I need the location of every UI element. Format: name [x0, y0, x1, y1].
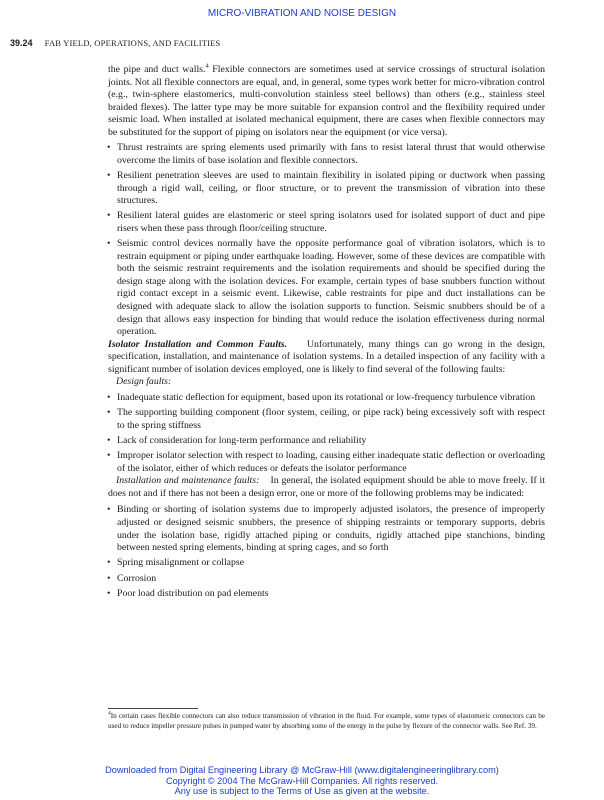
running-head	[10, 38, 220, 48]
footnote-reference: 4	[205, 62, 209, 70]
chapter-banner: MICRO-VIBRATION AND NOISE DESIGN	[207, 8, 397, 19]
footer-copyright: Copyright © 2004 The McGraw-Hill Companies. All rights reserved.	[165, 775, 439, 786]
list-item: • Resilient penetration sleeves are used to maintain flexibility in isolated piping or ductwork when passing through a rigid wall, ceiling, or floor structure, or to prevent the transmission of vibration into these structures.	[108, 170, 545, 208]
section-heading: Isolator Installation and Common Faults.	[108, 338, 288, 350]
page-number: 39.24	[10, 38, 33, 48]
footer-terms: Any use is subject to the Terms of Use as given at the website.	[174, 786, 430, 796]
intro-paragraph	[108, 64, 545, 139]
intro-rest: Flexible connectors are sometimes used at service crossings of structural isolation joints. Not all flexible connectors are equal, and, in general, some types work better for micro-vibration control (e.g., twin-sphere elastomerics, multi-convolution stainless steel bellows) than others (e.g., stainless steel braided flexes). The latter type may be more suitable for expansion control and the flexibility required under seismic load. When installed at isolated mechanical equipment, there are cases when flexible connectors may be substituted for the support of piping on isolators near the equipment (or vice versa).	[108, 64, 545, 138]
design-faults-list	[108, 392, 545, 476]
list-item: • Poor load distribution on pad elements	[108, 588, 545, 601]
list-item: • Improper isolator selection with respect to loading, causing either inadequate static deflection or overloading of the isolator, either of which reduces or defeats the isolator performance	[108, 450, 545, 475]
footnote	[108, 712, 545, 731]
faults-text: Unfortunately, many things can go wrong in the design, specification, installation, and maintenance of isolation systems. In a detailed inspection of any facility with a significant number of isolation devices employed, one is likely to find several of the following faults:	[108, 338, 546, 375]
list-item: • Spring misalignment or collapse	[108, 557, 545, 570]
list-item: • Seismic control devices normally have the opposite performance goal of vibration isolators, which is to restrain equipment or piping under earthquake loading. However, some of these devices are compatible with both the seismic restraint requirements and the isolation requirements and should be specified during the design stage along with the isolation devices. For example, certain types of base snubbers function without rigid contact except in a seismic event. Likewise, cable restraints for pipe and duct installations can be designed with adequate slack to allow the isolation supports to function. Seismic snubbers should be of a design that allows easy inspection for binding that would reduce the isolation effectiveness during normal operation.	[108, 238, 545, 338]
footer-download-link[interactable]: Downloaded from Digital Engineering Library @ McGraw-Hill (www.digitalengineeringlibrary.com)	[105, 765, 499, 775]
list-item: • Inadequate static deflection for equipment, based upon its rotational or low-frequency turbulence vibration	[108, 392, 545, 405]
footnote-divider	[108, 708, 198, 709]
faults-paragraph	[108, 339, 545, 377]
list-item: • Binding or shorting of isolation systems due to improperly adjusted isolators, the presence of improperly adjusted or designed seismic snubbers, the presence of shipping restraints or temporary supports, debris under the isolation base, rigidly attached piping or conduits, rigidly attached pipe stanchions, binding between nested spring elements, binding at spring cages, and so forth	[108, 504, 545, 554]
intro-lead: the pipe and duct walls.	[108, 64, 206, 75]
installation-paragraph	[108, 475, 545, 500]
footnote-marker: 4	[108, 710, 111, 717]
design-faults-heading: Design faults:	[116, 376, 172, 388]
running-head-title: FAB YIELD, OPERATIONS, AND FACILITIES	[44, 38, 221, 48]
device-list	[108, 142, 545, 339]
installation-faults-list	[108, 504, 545, 600]
list-item: • Resilient lateral guides are elastomeric or steel spring isolators used for isolated support of duct and pipe risers when these pass through floor/ceiling structure.	[108, 210, 545, 235]
list-item: • Thrust restraints are spring elements used primarily with fans to resist lateral thrust that would otherwise overcome the limits of base isolation and flexible connectors.	[108, 142, 545, 167]
footnote-text: In certain cases flexible connectors can also reduce transmission of vibration in the fluid. For example, some types of elastomeric connectors can be used to reduce impeller pressure pulses in pumped water by absorbing some of the energy in the pulse by flexure of the connector walls. See Ref. 39.	[108, 712, 545, 730]
installation-heading: Installation and maintenance faults:	[116, 475, 260, 487]
list-item: • The supporting building component (floor system, ceiling, or pipe rack) being excessively soft with respect to the spring stiffness	[108, 407, 545, 432]
page-body	[108, 64, 545, 601]
list-item: • Lack of consideration for long-term performance and reliability	[108, 435, 545, 448]
installation-text: In general, the isolated equipment should be able to move freely. If it does not and if there has not been a design error, one or more of the following problems may be indicated:	[108, 475, 546, 499]
list-item: • Corrosion	[108, 573, 545, 586]
